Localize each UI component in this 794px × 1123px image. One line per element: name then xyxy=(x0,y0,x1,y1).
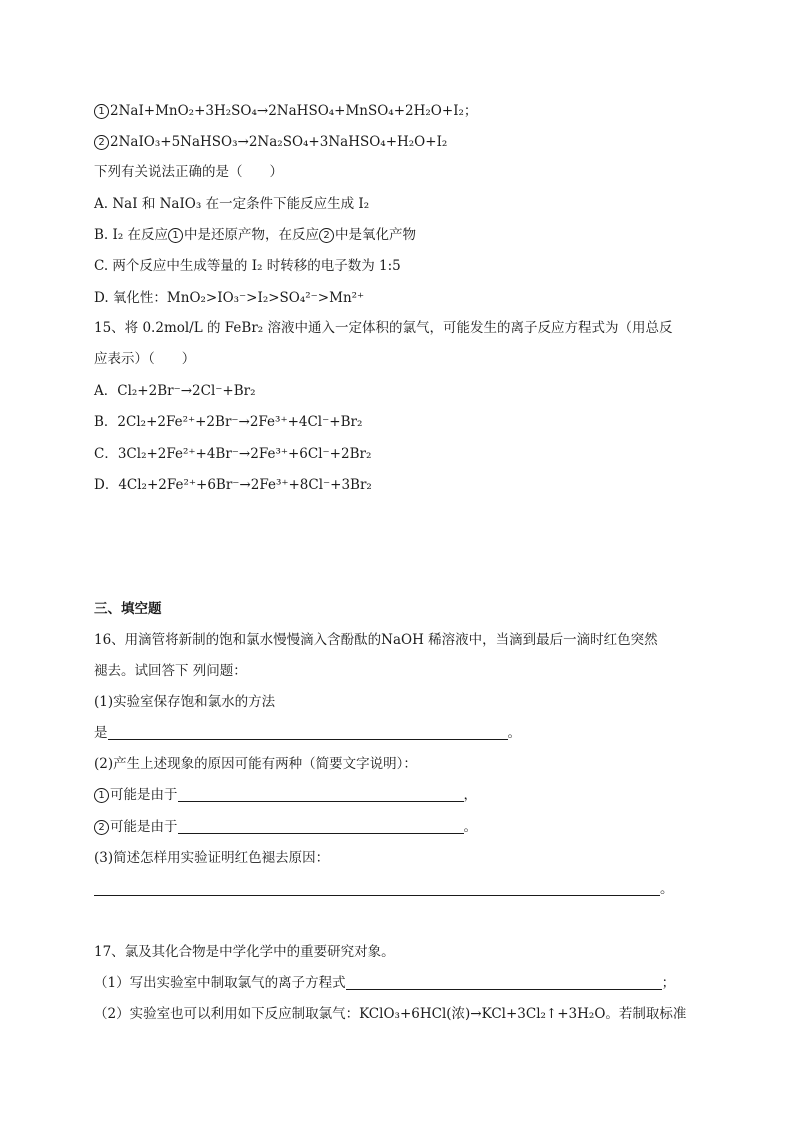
q16-reason-1: 1 可能是由于 ， xyxy=(94,785,477,805)
q16-stem-line2: 褪去。试回答下 列问题： xyxy=(94,663,247,679)
answer-blank[interactable] xyxy=(94,881,660,896)
section-heading: 三、填空题 xyxy=(94,601,162,617)
q16-stem-line1: 16、用滴管将新制的饱和氯水慢慢滴入含酚酞的NaOH 稀溶液中，当滴到最后一滴时红色突然 xyxy=(94,632,658,648)
q15-stem-line1: 15、将 0.2mol/L 的 FeBr₂ 溶液中通入一定体积的氯气，可能发生的离子反应方程式为（用总反 xyxy=(94,320,673,336)
q16-part1-answer: 是 。 xyxy=(94,725,521,741)
q14-option-d: D. 氧化性：MnO₂>IO₃⁻>I₂>SO₄²⁻>Mn²⁺ xyxy=(94,290,365,306)
answer-blank[interactable] xyxy=(178,819,464,834)
q14-option-c: C. 两个反应中生成等量的 I₂ 时转移的电子数为 1:5 xyxy=(94,258,401,274)
circled-number: 1 xyxy=(94,104,109,119)
q16-part3-answer: 。 xyxy=(94,879,674,899)
q15-option-a: A．Cl₂+2Br⁻→2Cl⁻+Br₂ xyxy=(94,383,256,399)
q16-part2: (2)产生上述现象的原因可能有两种（简要文字说明）： xyxy=(94,756,417,772)
q15-option-d: D．4Cl₂+2Fe²⁺+6Br⁻→2Fe³⁺+8Cl⁻+3Br₂ xyxy=(94,477,372,493)
q16-part3: (3)简述怎样用实验证明红色褪去原因： xyxy=(94,850,330,866)
q15-option-c: C．3Cl₂+2Fe²⁺+4Br⁻→2Fe³⁺+6Cl⁻+2Br₂ xyxy=(94,446,372,462)
circled-number: 1 xyxy=(94,788,109,803)
q14-equation-1: 1 2NaI+MnO₂+3H₂SO₄→2NaHSO₄+MnSO₄+2H₂O+I₂； xyxy=(94,101,477,121)
q14-option-b: B. I₂ 在反应 1 中是还原产物，在反应 2 中是氧化产物 xyxy=(94,227,417,243)
q17-part1: （1）写出实验室中制取氯气的离子方程式 ； xyxy=(94,975,676,991)
answer-blank[interactable] xyxy=(108,725,508,740)
q16-part1: (1)实验室保存饱和氯水的方法 xyxy=(94,694,276,710)
q17-stem: 17、氯及其化合物是中学化学中的重要研究对象。 xyxy=(94,944,395,960)
q15-stem-line2: 应表示）（ ） xyxy=(94,351,196,367)
q14-stem: 下列有关说法正确的是（ ） xyxy=(94,164,283,180)
circled-number: 2 xyxy=(94,820,109,835)
answer-blank[interactable] xyxy=(346,975,662,990)
q16-reason-2: 2 可能是由于 。 xyxy=(94,817,477,837)
q14-option-a: A. NaI 和 NaIO₃ 在一定条件下能反应生成 I₂ xyxy=(94,196,370,212)
q14-equation-2: 2 2NaIO₃+5NaHSO₃→2Na₂SO₄+3NaHSO₄+H₂O+I₂ xyxy=(94,132,447,152)
q17-part2: （2）实验室也可以利用如下反应制取氯气：KClO₃+6HCl(浓)→KCl+3Cl₂↑+3H₂O。若制取标准 xyxy=(94,1006,687,1022)
circled-number: 2 xyxy=(94,135,109,150)
circled-number: 2 xyxy=(319,228,334,243)
circled-number: 1 xyxy=(168,228,183,243)
q15-option-b: B．2Cl₂+2Fe²⁺+2Br⁻→2Fe³⁺+4Cl⁻+Br₂ xyxy=(94,414,363,430)
answer-blank[interactable] xyxy=(178,787,464,802)
